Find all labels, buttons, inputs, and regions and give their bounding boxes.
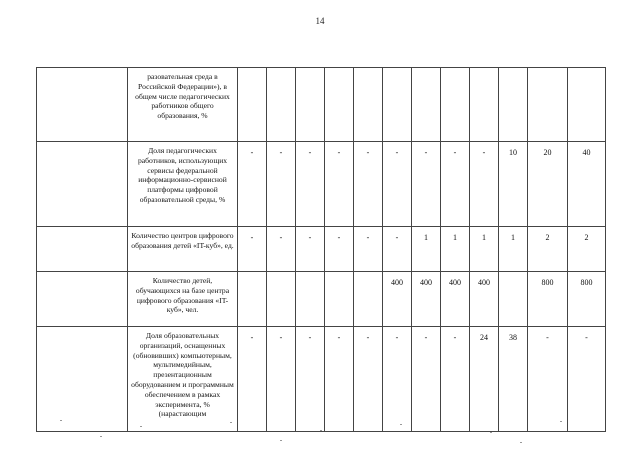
value-cell: 400 [470, 272, 499, 327]
value-cell: - [412, 142, 441, 227]
value-cell: - [354, 227, 383, 272]
value-cell: 2 [528, 227, 568, 272]
value-cell: - [238, 327, 267, 432]
table-row [37, 272, 606, 327]
value-cell [238, 272, 267, 327]
value-cell: - [383, 327, 412, 432]
value-cell: 400 [441, 272, 470, 327]
value-cell: 1 [441, 227, 470, 272]
indicator-description: Количество детей, обучающихся на базе центра цифрового образования «IT-куб», чел. [128, 272, 238, 327]
row-number-cell [37, 227, 128, 272]
value-cell: - [296, 227, 325, 272]
value-cell [267, 68, 296, 142]
value-cell: - [296, 327, 325, 432]
row-number-cell [37, 272, 128, 327]
value-cell [238, 68, 267, 142]
scan-artifacts [20, 418, 620, 448]
value-cell [470, 68, 499, 142]
value-cell: - [238, 142, 267, 227]
value-cell: - [354, 142, 383, 227]
value-cell: 2 [568, 227, 606, 272]
page-number: 14 [315, 16, 325, 26]
indicator-description: разовательная среда в Российской Федерации»), в общем числе педагогических работников общего образования, % [128, 68, 238, 142]
value-cell: - [325, 142, 354, 227]
value-cell: - [528, 327, 568, 432]
value-cell: - [383, 142, 412, 227]
row-number-cell [37, 327, 128, 432]
indicators-table [36, 67, 606, 432]
row-number-cell [37, 68, 128, 142]
row-number-cell [37, 142, 128, 227]
value-cell [354, 272, 383, 327]
indicator-description: Доля образовательных организаций, оснащенных (обновивших) компьютерным, мультимедийным, презентационным оборудованием и программным обеспечением в рамках эксперимента, % (нарастающим [128, 327, 238, 432]
value-cell [383, 68, 412, 142]
table-row [37, 68, 606, 142]
value-cell: - [238, 227, 267, 272]
value-cell: - [267, 327, 296, 432]
value-cell [296, 272, 325, 327]
value-cell: 20 [528, 142, 568, 227]
value-cell: - [325, 327, 354, 432]
value-cell: 1 [470, 227, 499, 272]
value-cell: - [296, 142, 325, 227]
value-cell: 24 [470, 327, 499, 432]
value-cell: - [412, 327, 441, 432]
value-cell: - [267, 227, 296, 272]
value-cell: - [383, 227, 412, 272]
value-cell: - [441, 327, 470, 432]
value-cell [499, 68, 528, 142]
value-cell: - [441, 142, 470, 227]
value-cell: - [568, 327, 606, 432]
value-cell [499, 272, 528, 327]
value-cell [325, 272, 354, 327]
value-cell [528, 68, 568, 142]
table-row [37, 227, 606, 272]
table-row [37, 327, 606, 432]
value-cell: 1 [412, 227, 441, 272]
value-cell [568, 68, 606, 142]
value-cell [296, 68, 325, 142]
value-cell: 40 [568, 142, 606, 227]
value-cell [325, 68, 354, 142]
value-cell: 38 [499, 327, 528, 432]
value-cell [412, 68, 441, 142]
value-cell: 1 [499, 227, 528, 272]
value-cell: - [325, 227, 354, 272]
value-cell [267, 272, 296, 327]
indicator-description: Доля педагогических работников, использующих сервисы федеральной информационно-сервисной платформы цифровой образовательной среды, % [128, 142, 238, 227]
value-cell: 800 [528, 272, 568, 327]
value-cell [441, 68, 470, 142]
value-cell [354, 68, 383, 142]
value-cell: - [470, 142, 499, 227]
indicator-description: Количество центров цифрового образования детей «IT-куб», ед. [128, 227, 238, 272]
value-cell: 800 [568, 272, 606, 327]
value-cell: 10 [499, 142, 528, 227]
value-cell: 400 [383, 272, 412, 327]
table-row [37, 142, 606, 227]
value-cell: - [267, 142, 296, 227]
value-cell: - [354, 327, 383, 432]
value-cell: 400 [412, 272, 441, 327]
